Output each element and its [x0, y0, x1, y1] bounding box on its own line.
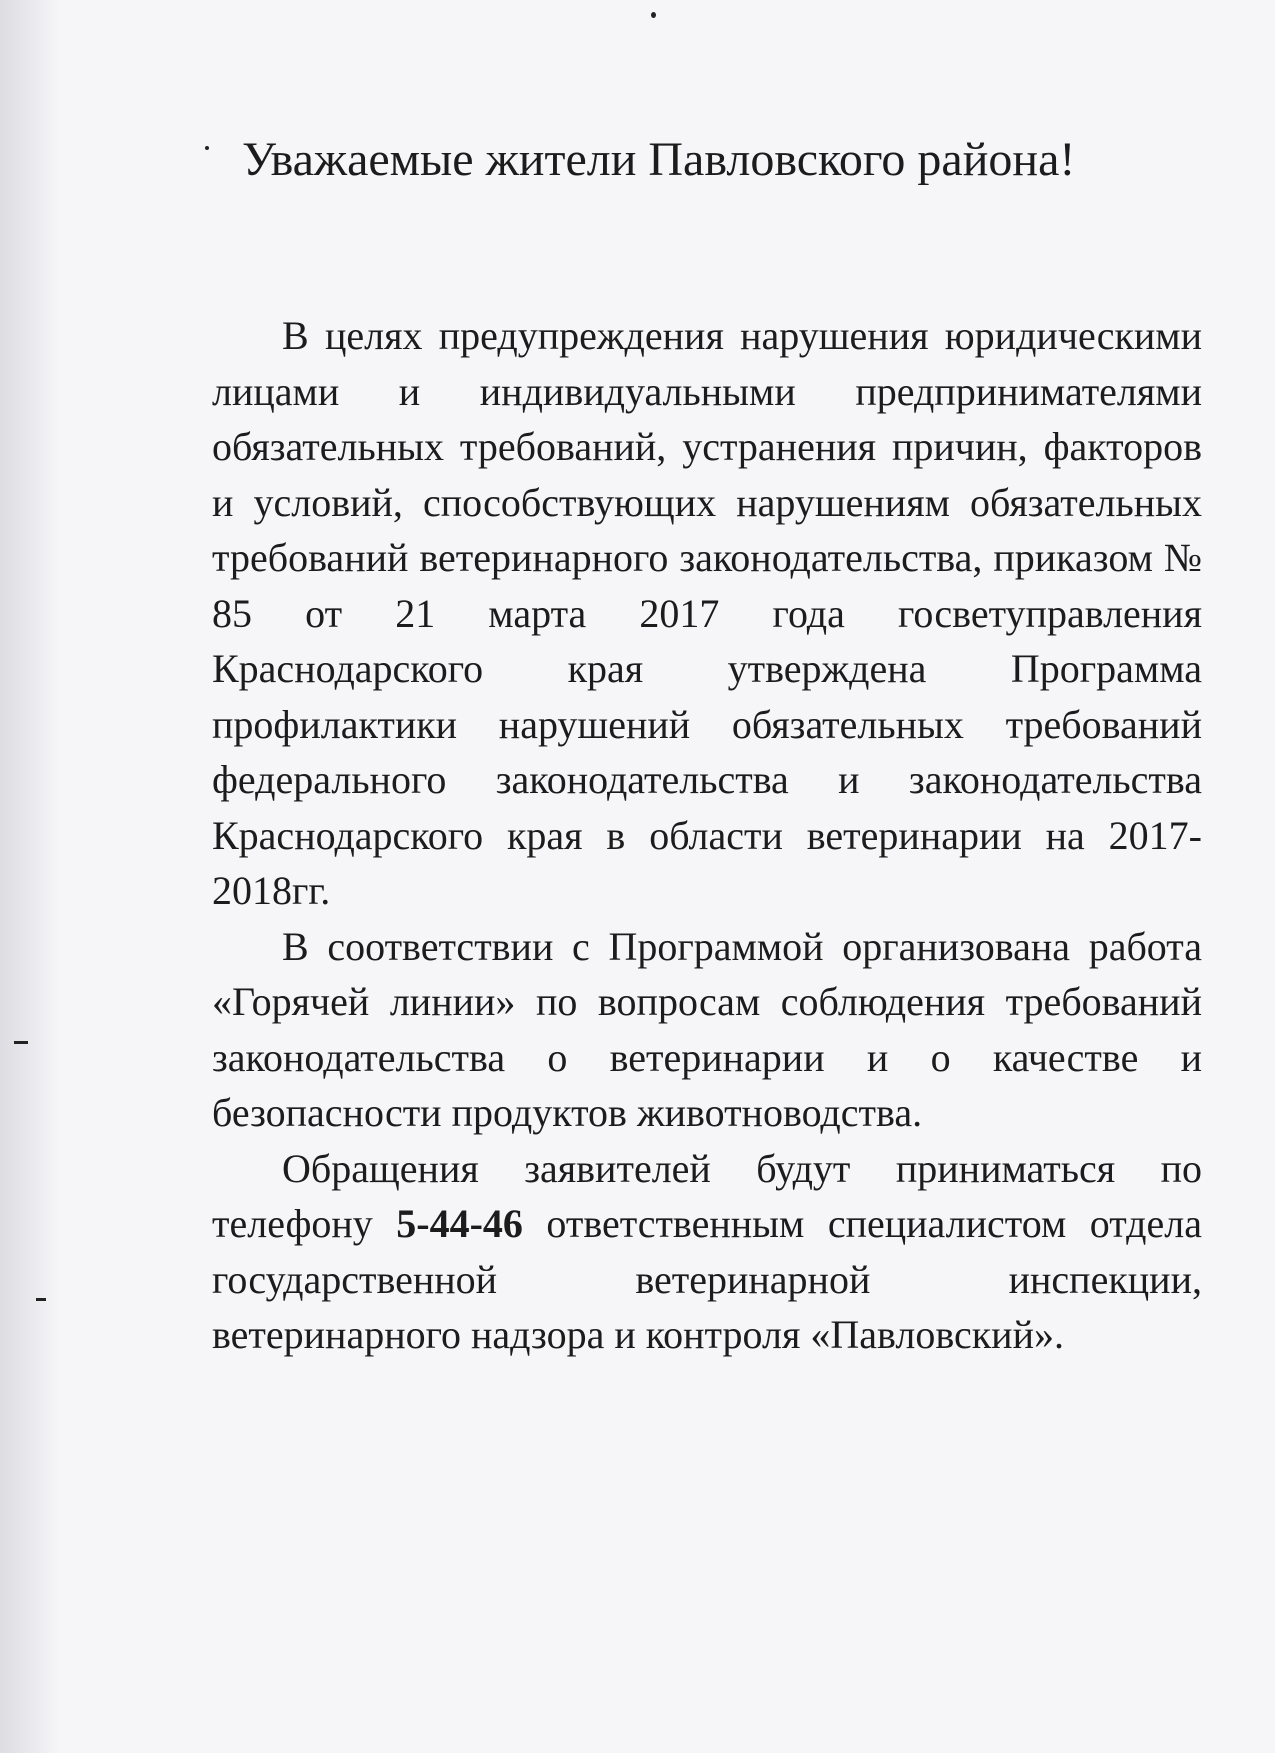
document-body — [212, 308, 1202, 1363]
scan-mark — [14, 1041, 28, 1044]
scan-mark — [36, 1298, 46, 1301]
phone-number: 5-44-46 — [396, 1201, 523, 1246]
scan-edge-shadow — [0, 0, 60, 1753]
paragraph-contacts — [212, 1141, 1202, 1363]
contacts-text-end: ответственным специалистом отдела государственной ветеринарной инспекции, ветеринарного надзора и контроля «Павловский». — [212, 1201, 1203, 1357]
document-title: Уважаемые жители Павловского района! — [242, 133, 1076, 186]
contacts-text-start: Обращения заявителей будут приниматься по телефону — [212, 1145, 1202, 1246]
paragraph-program: В целях предупреждения нарушения юридическими лицами и индивидуальными предпринимателями обязательных требований, устранения причин, факторов и условий, способствующих нарушениям обязательных требований ветеринарного законодательства, приказом № 85 от 21 марта 2017 года госветуправления Краснодарского края утверждена Программа профилактики нарушений обязательных требований федерального законодательства и законодательства Краснодарского края в области ветеринарии на 2017-2018гг. — [212, 313, 1202, 913]
scan-speck — [651, 12, 656, 18]
scan-speck — [205, 146, 209, 150]
paragraph-hotline: В соответствии с Программой организована работа «Горячей линии» по вопросам соблюдения требований законодательства о ветеринарии и о качестве и безопасности продуктов животноводства. — [212, 923, 1202, 1135]
